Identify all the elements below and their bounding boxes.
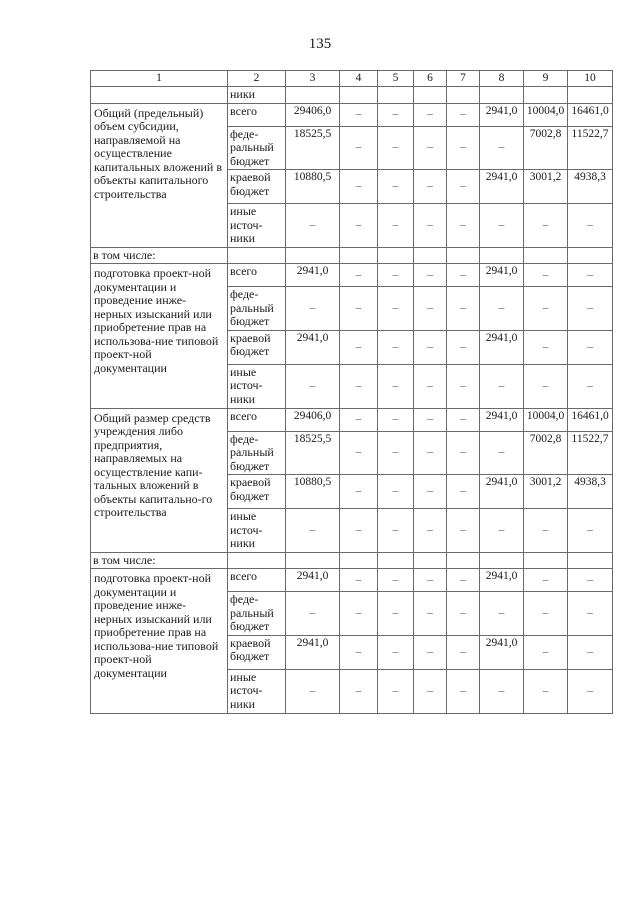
empty-cell: [447, 553, 480, 569]
column-number: 4: [340, 71, 378, 87]
value-cell: –: [414, 264, 447, 287]
value-cell: 4938,3: [568, 170, 613, 204]
value-cell: –: [568, 635, 613, 669]
funding-source-cell: всего: [228, 569, 286, 592]
value-cell: 29406,0: [286, 408, 340, 431]
empty-cell: [91, 87, 228, 104]
value-cell: –: [414, 126, 447, 170]
funding-source-cell: феде-ральный бюджет: [228, 287, 286, 331]
value-cell: –: [340, 669, 378, 713]
table-row: [91, 264, 613, 287]
value-cell: –: [447, 264, 480, 287]
value-cell: –: [480, 287, 524, 331]
empty-cell: [340, 248, 378, 264]
table-row: [91, 408, 613, 431]
value-cell: –: [447, 330, 480, 364]
value-cell: –: [340, 408, 378, 431]
value-cell: 2941,0: [286, 569, 340, 592]
row-description: подготовка проект-ной документации и проведение инже-нерных изысканий или приобретение прав на использова-ние типовой проект-ной документации: [91, 264, 228, 409]
value-cell: –: [568, 509, 613, 553]
funding-source-cell: иные источ-ники: [228, 669, 286, 713]
value-cell: –: [378, 330, 414, 364]
value-cell: –: [568, 204, 613, 248]
empty-cell: [286, 248, 340, 264]
value-cell: –: [447, 569, 480, 592]
empty-cell: [228, 248, 286, 264]
value-cell: –: [568, 264, 613, 287]
value-cell: –: [340, 431, 378, 475]
value-cell: 2941,0: [286, 635, 340, 669]
column-number: 1: [91, 71, 228, 87]
value-cell: –: [568, 287, 613, 331]
table-row: [91, 103, 613, 126]
value-cell: –: [447, 170, 480, 204]
value-cell: –: [447, 103, 480, 126]
value-cell: 2941,0: [480, 569, 524, 592]
value-cell: –: [340, 126, 378, 170]
empty-cell: [568, 553, 613, 569]
value-cell: –: [568, 592, 613, 636]
empty-cell: [340, 87, 378, 104]
value-cell: –: [568, 364, 613, 408]
value-cell: 29406,0: [286, 103, 340, 126]
value-cell: 18525,5: [286, 126, 340, 170]
value-cell: –: [414, 204, 447, 248]
value-cell: –: [524, 509, 568, 553]
funding-source-cell: иные источ-ники: [228, 509, 286, 553]
value-cell: 2941,0: [480, 264, 524, 287]
value-cell: –: [447, 126, 480, 170]
value-cell: –: [524, 669, 568, 713]
value-cell: –: [414, 364, 447, 408]
value-cell: 11522,7: [568, 431, 613, 475]
empty-cell: [340, 553, 378, 569]
funding-source-cell: краевой бюджет: [228, 330, 286, 364]
value-cell: –: [414, 569, 447, 592]
value-cell: –: [378, 408, 414, 431]
empty-cell: [414, 248, 447, 264]
value-cell: –: [414, 509, 447, 553]
value-cell: –: [378, 635, 414, 669]
empty-cell: [447, 248, 480, 264]
empty-cell: [414, 553, 447, 569]
funding-source-cell: всего: [228, 408, 286, 431]
value-cell: 10880,5: [286, 475, 340, 509]
value-cell: –: [414, 475, 447, 509]
value-cell: –: [447, 475, 480, 509]
value-cell: 3001,2: [524, 475, 568, 509]
value-cell: 2941,0: [286, 330, 340, 364]
budget-table: [90, 70, 613, 714]
funding-source-cell: иные источ-ники: [228, 364, 286, 408]
column-number: 2: [228, 71, 286, 87]
value-cell: –: [286, 509, 340, 553]
value-cell: –: [447, 364, 480, 408]
column-number-row: [91, 71, 613, 87]
column-number: 8: [480, 71, 524, 87]
value-cell: –: [447, 431, 480, 475]
empty-cell: [228, 553, 286, 569]
value-cell: –: [480, 204, 524, 248]
value-cell: –: [480, 592, 524, 636]
value-cell: 2941,0: [480, 475, 524, 509]
value-cell: –: [414, 103, 447, 126]
value-cell: 2941,0: [286, 264, 340, 287]
value-cell: –: [414, 592, 447, 636]
value-cell: –: [286, 592, 340, 636]
empty-cell: [414, 87, 447, 104]
funding-source-cell: феде-ральный бюджет: [228, 592, 286, 636]
value-cell: –: [447, 669, 480, 713]
empty-cell: [286, 553, 340, 569]
value-cell: –: [378, 204, 414, 248]
empty-cell: [378, 553, 414, 569]
value-cell: 3001,2: [524, 170, 568, 204]
value-cell: –: [340, 592, 378, 636]
value-cell: –: [378, 364, 414, 408]
column-number: 6: [414, 71, 447, 87]
empty-cell: [524, 87, 568, 104]
value-cell: –: [286, 204, 340, 248]
value-cell: –: [378, 264, 414, 287]
value-cell: 2941,0: [480, 103, 524, 126]
value-cell: –: [524, 569, 568, 592]
value-cell: –: [378, 569, 414, 592]
value-cell: –: [340, 103, 378, 126]
funding-source-cell: феде-ральный бюджет: [228, 431, 286, 475]
value-cell: –: [524, 592, 568, 636]
value-cell: –: [340, 287, 378, 331]
value-cell: –: [340, 569, 378, 592]
table-row: [91, 569, 613, 592]
value-cell: 11522,7: [568, 126, 613, 170]
funding-source-cell: ники: [228, 87, 286, 104]
value-cell: –: [378, 170, 414, 204]
empty-cell: [480, 553, 524, 569]
value-cell: –: [378, 431, 414, 475]
value-cell: 2941,0: [480, 330, 524, 364]
page-number: 135: [308, 36, 332, 52]
empty-cell: [568, 87, 613, 104]
value-cell: –: [286, 364, 340, 408]
value-cell: –: [340, 635, 378, 669]
value-cell: –: [378, 126, 414, 170]
value-cell: –: [340, 330, 378, 364]
value-cell: –: [447, 287, 480, 331]
value-cell: 2941,0: [480, 635, 524, 669]
value-cell: –: [378, 475, 414, 509]
value-cell: –: [286, 669, 340, 713]
funding-source-cell: иные источ-ники: [228, 204, 286, 248]
subsection-label: в том числе:: [91, 248, 228, 264]
empty-cell: [480, 87, 524, 104]
value-cell: –: [414, 287, 447, 331]
value-cell: 10004,0: [524, 408, 568, 431]
value-cell: 2941,0: [480, 170, 524, 204]
value-cell: 7002,8: [524, 126, 568, 170]
value-cell: –: [378, 103, 414, 126]
value-cell: 16461,0: [568, 408, 613, 431]
empty-cell: [378, 248, 414, 264]
value-cell: –: [414, 669, 447, 713]
value-cell: –: [524, 330, 568, 364]
value-cell: –: [340, 264, 378, 287]
value-cell: –: [340, 509, 378, 553]
continuation-row: [91, 87, 613, 104]
funding-source-cell: краевой бюджет: [228, 170, 286, 204]
value-cell: –: [524, 364, 568, 408]
value-cell: –: [378, 669, 414, 713]
funding-source-cell: краевой бюджет: [228, 475, 286, 509]
value-cell: –: [286, 287, 340, 331]
empty-cell: [286, 87, 340, 104]
value-cell: –: [340, 475, 378, 509]
value-cell: –: [524, 264, 568, 287]
column-number: 7: [447, 71, 480, 87]
value-cell: –: [480, 126, 524, 170]
value-cell: –: [568, 330, 613, 364]
value-cell: –: [378, 287, 414, 331]
subsection-label: в том числе:: [91, 553, 228, 569]
empty-cell: [568, 248, 613, 264]
value-cell: –: [524, 287, 568, 331]
value-cell: –: [447, 204, 480, 248]
value-cell: –: [524, 635, 568, 669]
value-cell: –: [480, 431, 524, 475]
value-cell: –: [480, 669, 524, 713]
value-cell: –: [447, 635, 480, 669]
value-cell: –: [414, 170, 447, 204]
empty-cell: [524, 553, 568, 569]
value-cell: 18525,5: [286, 431, 340, 475]
value-cell: –: [480, 509, 524, 553]
empty-cell: [480, 248, 524, 264]
column-number: 9: [524, 71, 568, 87]
value-cell: –: [340, 204, 378, 248]
value-cell: –: [447, 408, 480, 431]
value-cell: –: [414, 431, 447, 475]
value-cell: 7002,8: [524, 431, 568, 475]
row-description: Общий размер средств учреждения либо предприятия, направляемых на осуществление капи-тальных вложений в объекты капитально-го строительства: [91, 408, 228, 553]
funding-source-cell: всего: [228, 103, 286, 126]
value-cell: –: [447, 592, 480, 636]
column-number: 10: [568, 71, 613, 87]
value-cell: 10880,5: [286, 170, 340, 204]
empty-cell: [447, 87, 480, 104]
value-cell: 16461,0: [568, 103, 613, 126]
funding-source-cell: краевой бюджет: [228, 635, 286, 669]
value-cell: –: [480, 364, 524, 408]
value-cell: –: [340, 170, 378, 204]
value-cell: –: [414, 635, 447, 669]
column-number: 5: [378, 71, 414, 87]
funding-source-cell: феде-ральный бюджет: [228, 126, 286, 170]
empty-cell: [524, 248, 568, 264]
value-cell: –: [568, 669, 613, 713]
column-number: 3: [286, 71, 340, 87]
value-cell: 2941,0: [480, 408, 524, 431]
subsection-label-row: [91, 248, 613, 264]
empty-cell: [378, 87, 414, 104]
value-cell: –: [378, 509, 414, 553]
value-cell: –: [414, 330, 447, 364]
subsection-label-row: [91, 553, 613, 569]
row-description: Общий (предельный) объем субсидии, направляемой на осуществление капитальных вложений в объекты капитального строительства: [91, 103, 228, 248]
row-description: подготовка проект-ной документации и проведение инже-нерных изысканий или приобретение прав на использова-ние типовой проект-ной документации: [91, 569, 228, 714]
value-cell: –: [378, 592, 414, 636]
value-cell: 4938,3: [568, 475, 613, 509]
value-cell: –: [414, 408, 447, 431]
value-cell: 10004,0: [524, 103, 568, 126]
value-cell: –: [340, 364, 378, 408]
value-cell: –: [524, 204, 568, 248]
value-cell: –: [568, 569, 613, 592]
value-cell: –: [447, 509, 480, 553]
funding-source-cell: всего: [228, 264, 286, 287]
